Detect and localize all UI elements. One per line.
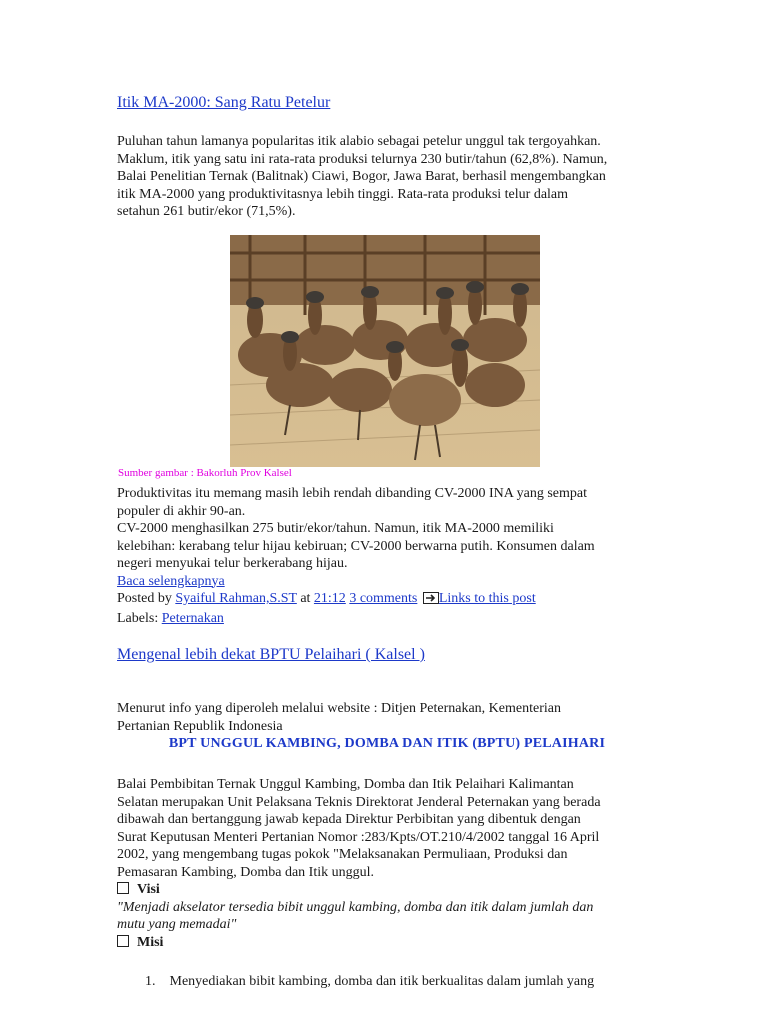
comments-link[interactable]: 3 comments xyxy=(349,591,418,606)
body-line: Selatan merupakan Unit Pelaksana Teknis Direktorat Jenderal Peternakan yang berada xyxy=(117,794,601,810)
body-line: Produktivitas itu memang masih lebih rendah dibanding CV-2000 INA yang sempat xyxy=(117,486,587,501)
post-footer xyxy=(117,590,657,610)
body-line: populer di akhir 90-an. xyxy=(117,503,246,519)
visi-line: "Menjadi akselator tersedia bibit unggul kambing, domba dan itik dalam jumlah dan xyxy=(117,899,594,915)
source-line: Pertanian Republik Indonesia xyxy=(117,718,283,734)
misi-label: Misi xyxy=(137,934,164,950)
checkbox-square-icon xyxy=(117,935,129,947)
intro-line: Balai Penelitian Ternak (Balitnak) Ciawi, Bogor, Jawa Barat, berhasil mengembangkan xyxy=(117,169,606,184)
post-title-bptu-pelaihari[interactable]: Mengenal lebih dekat BPTU Pelaihari ( Kalsel ) xyxy=(117,646,425,663)
time-link[interactable]: 21:12 xyxy=(313,591,346,606)
misi-list xyxy=(145,973,655,991)
body-line: dibawah dan bertanggung jawab kepada Direktur Perbibitan yang dibentuk dengan xyxy=(117,812,581,827)
misi-item-text: Menyediakan bibit kambing, domba dan itik berkualitas dalam jumlah yang xyxy=(169,974,595,989)
post-intro xyxy=(117,133,657,221)
intro-line: Puluhan tahun lamanya popularitas itik alabio sebagai petelur unggul tak tergoyahkan. xyxy=(117,134,601,149)
labels-label: Labels: xyxy=(117,610,159,626)
post-title-itik-ma2000[interactable]: Itik MA-2000: Sang Ratu Petelur xyxy=(117,94,331,111)
misi-heading xyxy=(117,934,657,952)
link-arrow-icon[interactable] xyxy=(423,592,439,610)
body-line: negeri menyukai telur berkerabang hijau. xyxy=(117,556,348,571)
ducks-photo xyxy=(230,235,540,467)
read-more-link[interactable]: Baca selengkapnya xyxy=(117,573,225,589)
checkbox-square-icon xyxy=(117,882,129,894)
body-line: Surat Keputusan Menteri Pertanian Nomor :283/Kpts/OT.210/4/2002 tanggal 16 April xyxy=(117,829,600,845)
read-more-row xyxy=(117,573,657,591)
label-link-peternakan[interactable]: Peternakan xyxy=(161,610,224,626)
intro-line: Maklum, itik yang satu ini rata-rata produksi telurnya 230 butir/tahun (62,8%). Namun, xyxy=(117,151,608,167)
at-label: at xyxy=(300,591,311,606)
misi-item xyxy=(145,973,655,991)
body-line: kelebihan: kerabang telur hijau kebiruan; CV-2000 berwarna putih. Konsumen dalam xyxy=(117,538,595,554)
post2-source xyxy=(117,700,657,735)
visi-label: Visi xyxy=(137,882,160,897)
posted-by-label: Posted by xyxy=(117,591,172,606)
intro-line: itik MA-2000 yang produktivitasnya lebih tinggi. Rata-rata produksi telur dalam xyxy=(117,186,569,202)
post-body xyxy=(117,485,657,627)
section-heading: BPT UNGGUL KAMBING, DOMBA DAN ITIK (BPTU) PELAIHARI xyxy=(168,736,606,751)
post2-body xyxy=(117,776,657,951)
visi-line: mutu yang memadai" xyxy=(117,917,237,932)
list-number: 1. xyxy=(145,974,156,989)
body-line: Pemasaran Kambing, Domba dan Itik unggul. xyxy=(117,864,375,880)
visi-heading xyxy=(117,881,657,899)
image-caption: Sumber gambar : Bakorluh Prov Kalsel xyxy=(118,467,292,479)
body-line: CV-2000 menghasilkan 275 butir/ekor/tahun. Namun, itik MA-2000 memiliki xyxy=(117,521,554,536)
labels-row xyxy=(117,610,657,628)
source-line: Menurut info yang diperoleh melalui website : Ditjen Peternakan, Kementerian xyxy=(117,701,561,716)
intro-line: setahun 261 butir/ekor (71,5%). xyxy=(117,204,296,219)
body-line: 2002, yang mengembang tugas pokok "Melaksanakan Permuliaan, Produksi dan xyxy=(117,847,568,862)
links-to-post-link[interactable]: Links to this post xyxy=(438,591,536,606)
body-line: Balai Pembibitan Ternak Unggul Kambing, Domba dan Itik Pelaihari Kalimantan xyxy=(117,777,574,792)
author-link[interactable]: Syaiful Rahman,S.ST xyxy=(175,591,297,606)
